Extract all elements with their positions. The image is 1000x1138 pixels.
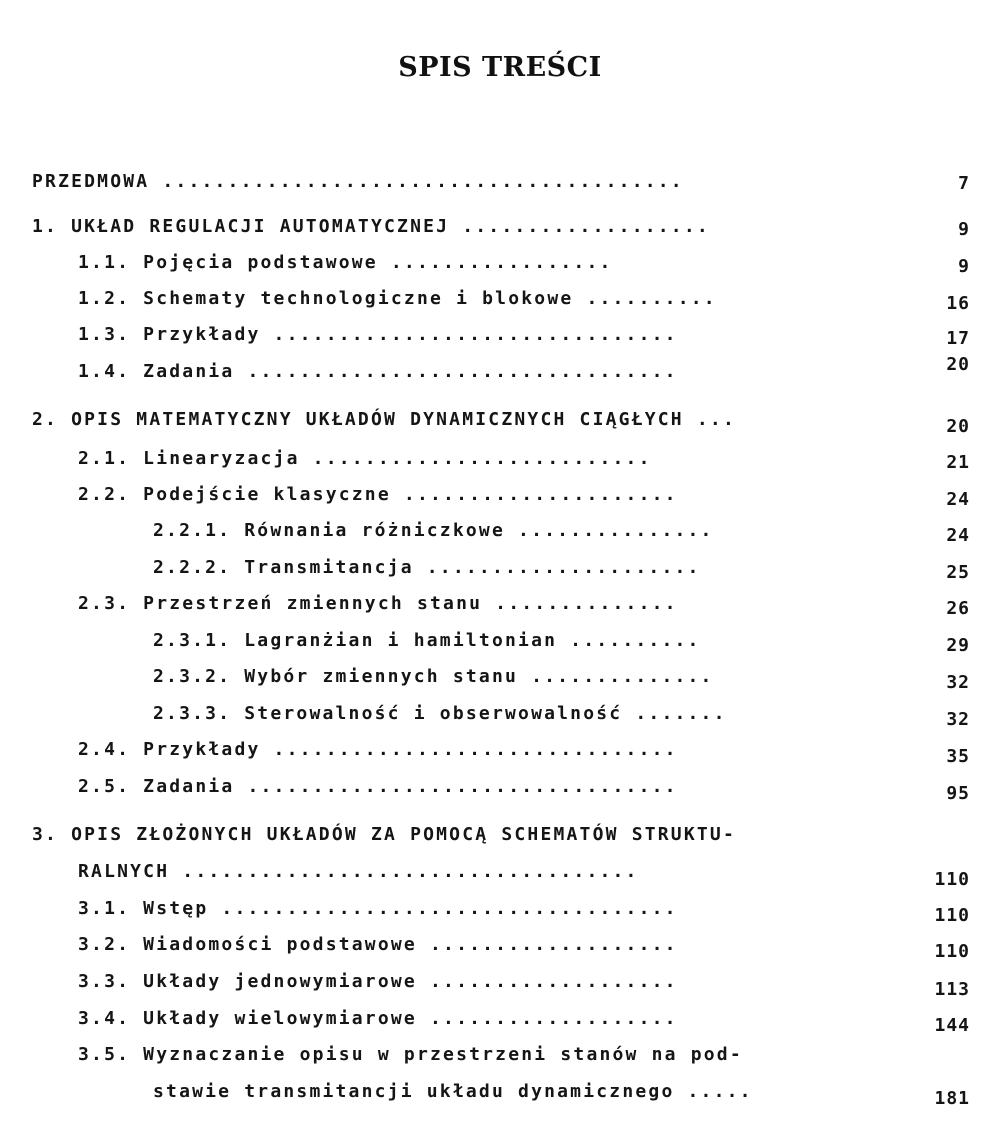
toc-page-number: 24 — [946, 489, 970, 510]
toc-page-number: 16 — [946, 293, 970, 314]
toc-section-3-5-cont: stawie transmitancji układu dynamicznego ..... — [153, 1081, 753, 1102]
toc-entry-preface: PRZEDMOWA ........................................ — [32, 171, 684, 192]
toc-subsection-2-2-2: 2.2.2. Transmitancja ..................... — [153, 557, 701, 578]
toc-page-number: 17 — [946, 328, 970, 349]
toc-subsection-2-2-1: 2.2.1. Równania różniczkowe ............... — [153, 520, 714, 541]
toc-section-2-1: 2.1. Linearyzacja .......................... — [78, 448, 652, 469]
toc-page-number: 20 — [946, 354, 970, 375]
toc-page-number: 110 — [934, 869, 970, 890]
toc-page-number: 32 — [946, 672, 970, 693]
page-title: SPIS TREŚCI — [398, 52, 602, 83]
toc-section-1-4: 1.4. Zadania ................................. — [78, 361, 678, 382]
toc-chapter-3: 3. OPIS ZŁOŻONYCH UKŁADÓW ZA POMOCĄ SCHEMATÓW STRUKTU- — [32, 824, 736, 845]
toc-page-number: 24 — [946, 525, 970, 546]
toc-page-number: 7 — [958, 173, 970, 194]
toc-page-number: 110 — [934, 941, 970, 962]
toc-page-number: 110 — [934, 905, 970, 926]
toc-section-2-2: 2.2. Podejście klasyczne ..................... — [78, 484, 678, 505]
toc-section-2-5: 2.5. Zadania ................................. — [78, 776, 678, 797]
toc-page-number: 113 — [934, 979, 970, 1000]
toc-page-number: 32 — [946, 709, 970, 730]
toc-subsection-2-3-2: 2.3.2. Wybór zmiennych stanu .............. — [153, 666, 714, 687]
toc-section-2-4: 2.4. Przykłady ............................... — [78, 739, 678, 760]
toc-page-number: 25 — [946, 562, 970, 583]
toc-section-3-5: 3.5. Wyznaczanie opisu w przestrzeni stanów na pod- — [78, 1044, 743, 1065]
toc-page-number: 144 — [934, 1015, 970, 1036]
toc-section-1-3: 1.3. Przykłady ............................... — [78, 324, 678, 345]
toc-page-number: 9 — [958, 256, 970, 277]
toc-chapter-2: 2. OPIS MATEMATYCZNY UKŁADÓW DYNAMICZNYCH CIĄGŁYCH ... — [32, 409, 736, 430]
toc-subsection-2-3-1: 2.3.1. Lagranżian i hamiltonian .......... — [153, 630, 701, 651]
toc-page-number: 29 — [946, 635, 970, 656]
toc-chapter-3-cont: RALNYCH ................................... — [78, 861, 639, 882]
toc-section-2-3: 2.3. Przestrzeń zmiennych stanu .............. — [78, 593, 678, 614]
toc-page-number: 9 — [958, 219, 970, 240]
toc-section-3-3: 3.3. Układy jednowymiarowe ................... — [78, 971, 678, 992]
toc-page-number: 21 — [946, 452, 970, 473]
toc-section-3-4: 3.4. Układy wielowymiarowe ................... — [78, 1008, 678, 1029]
toc-section-3-1: 3.1. Wstęp ................................... — [78, 898, 678, 919]
toc-page-number: 20 — [946, 416, 970, 437]
toc-page-number: 95 — [946, 783, 970, 804]
toc-page-number: 26 — [946, 598, 970, 619]
toc-page-number: 181 — [934, 1088, 970, 1109]
toc-section-1-2: 1.2. Schematy technologiczne i blokowe .......... — [78, 288, 717, 309]
toc-section-3-2: 3.2. Wiadomości podstawowe ................... — [78, 934, 678, 955]
toc-chapter-1: 1. UKŁAD REGULACJI AUTOMATYCZNEJ ................... — [32, 216, 710, 237]
toc-page-number: 35 — [946, 746, 970, 767]
toc-subsection-2-3-3: 2.3.3. Sterowalność i obserwowalność ....... — [153, 703, 727, 724]
toc-section-1-1: 1.1. Pojęcia podstawowe ................. — [78, 252, 613, 273]
